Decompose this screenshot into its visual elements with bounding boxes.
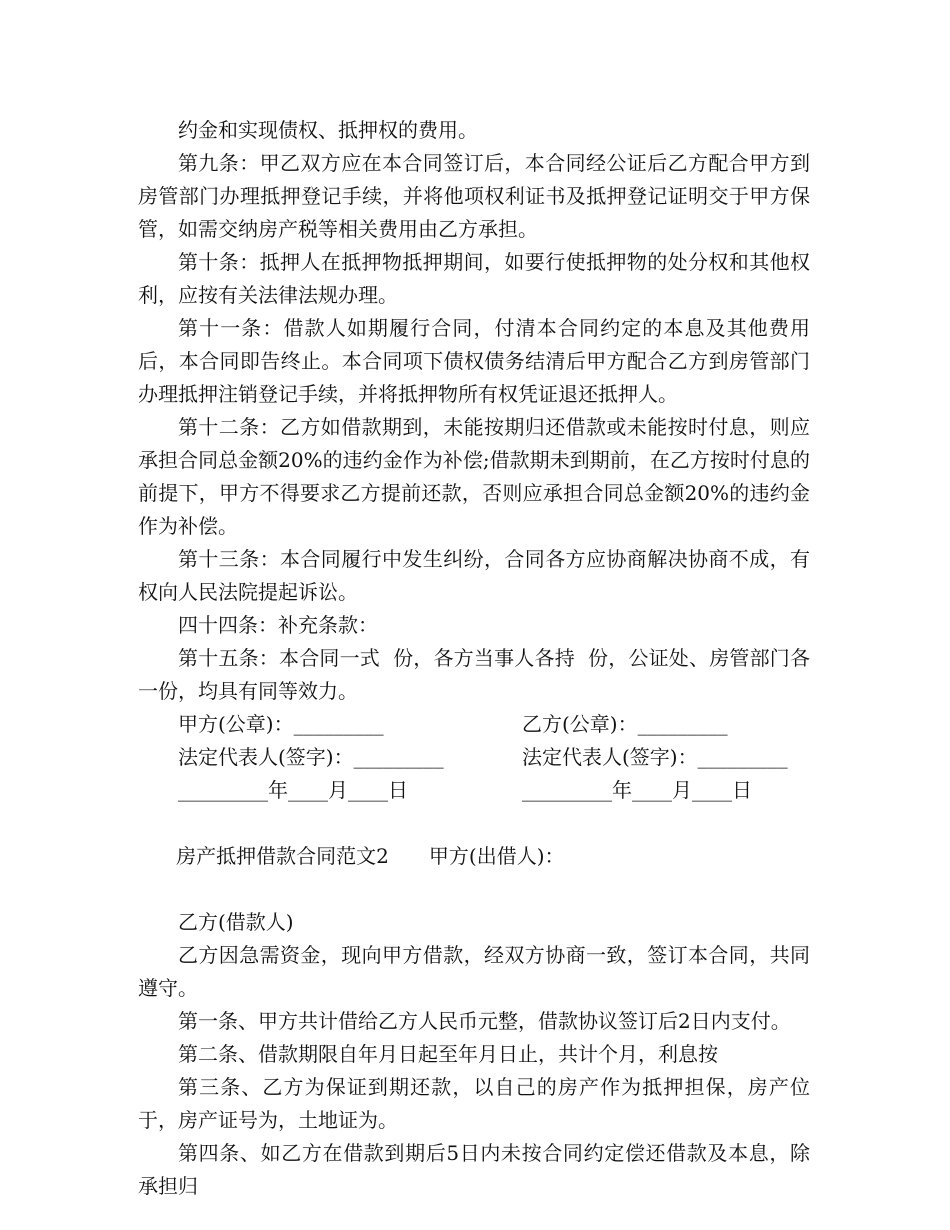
article-9: 第九条：甲乙双方应在本合同签订后，本合同经公证后乙方配合甲方到房管部门办理抵押登记手续，并将他项权利证书及抵押登记证明交于甲方保管，如需交纳房产税等相关费用由乙方承担。 [138,151,810,241]
section-title: 房产抵押借款合同范文2 [176,844,389,868]
signature-row-seal [138,708,810,741]
party-b-date-line: _________年____月____日 [522,778,752,802]
document-body [138,114,810,1203]
party-b-seal-line: 乙方(公章)：_________ [522,712,728,736]
article-12: 第十二条：乙方如借款期到，未能按期归还借款或未能按时付息，则应承担合同总金额20%的违约金作为补偿;借款期未到期前，在乙方按时付息的前提下，甲方不得要求乙方提前还款，否则应承担合同总金额20%的违约金作为补偿。 [138,415,810,538]
preamble: 乙方因急需资金，现向甲方借款，经双方协商一致，签订本合同，共同遵守。 [138,943,810,1000]
lender-label: 甲方(出借人)： [428,844,565,868]
clause-2: 第二条、借款期限自年月日起至年月日止，共计个月，利息按 [178,1042,718,1066]
party-a-date-line: _________年____月____日 [178,778,408,802]
clause-3: 第三条、乙方为保证到期还款，以自己的房产作为抵押担保，房产位于，房产证号为，土地证为。 [138,1075,810,1132]
signature-row-date [138,774,810,807]
section-title-line [138,807,810,906]
article-44: 四十四条：补充条款： [178,613,378,637]
clause-1: 第一条、甲方共计借给乙方人民币元整，借款协议签订后2日内支付。 [178,1009,791,1033]
party-a-rep-line: 法定代表人(签字)：_________ [178,745,444,769]
borrower-label: 乙方(借款人) [178,910,294,934]
paragraph-continuation: 约金和实现债权、抵押权的费用。 [178,118,478,142]
party-b-rep-line: 法定代表人(签字)：_________ [522,745,788,769]
article-15: 第十五条：本合同一式 份，各方当事人各持 份，公证处、房管部门各一份，均具有同等效力。 [138,646,810,703]
signature-row-representative [138,741,810,774]
article-11: 第十一条：借款人如期履行合同，付清本合同约定的本息及其他费用后，本合同即告终止。本合同项下债权债务结清后甲方配合乙方到房管部门办理抵押注销登记手续，并将抵押物所有权凭证退还抵押人。 [138,316,810,406]
article-10: 第十条：抵押人在抵押物抵押期间，如要行使抵押物的处分权和其他权利，应按有关法律法规办理。 [138,250,810,307]
clause-4: 第四条、如乙方在借款到期后5日内未按合同约定偿还借款及本息，除承担归 [138,1141,810,1198]
article-13: 第十三条：本合同履行中发生纠纷，合同各方应协商解决协商不成，有权向人民法院提起诉讼。 [138,547,810,604]
party-a-seal-line: 甲方(公章)：_________ [178,712,384,736]
